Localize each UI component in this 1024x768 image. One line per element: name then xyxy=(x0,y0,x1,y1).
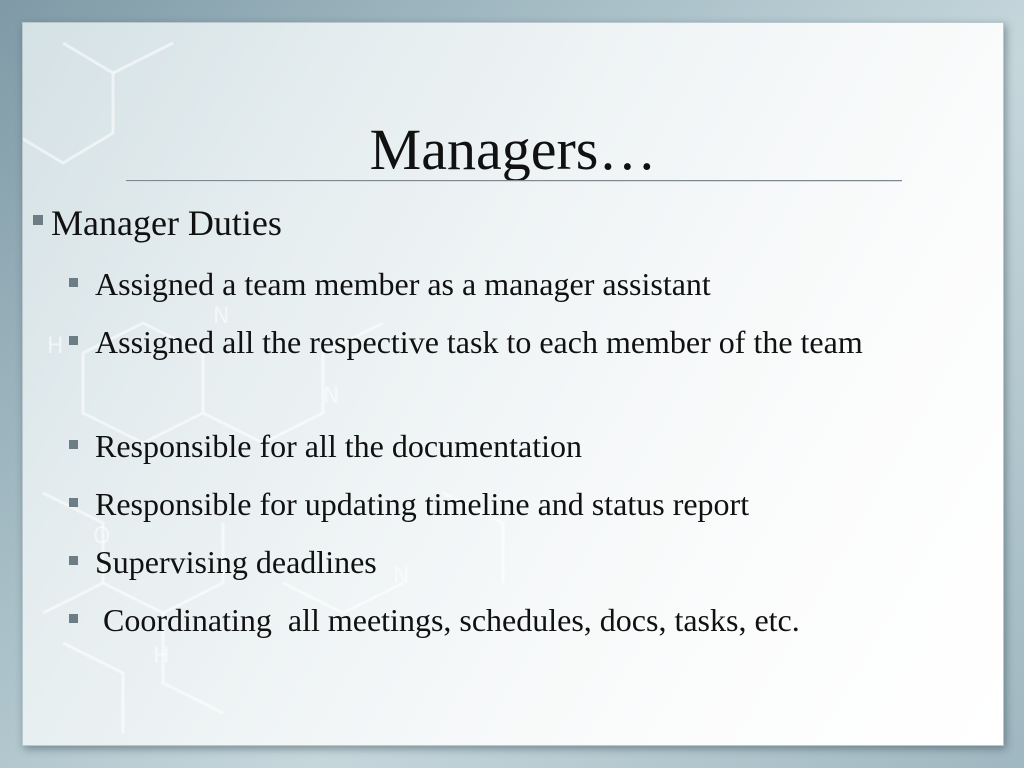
sub-bullet-item xyxy=(95,423,975,469)
svg-text:N: N xyxy=(393,564,410,589)
svg-text:H: H xyxy=(47,334,64,359)
slide-title: Managers… xyxy=(369,117,657,182)
main-bullet-text: Manager Duties xyxy=(51,203,282,243)
sub-bullet-item xyxy=(95,481,975,527)
square-bullet-icon xyxy=(69,278,78,287)
svg-text:N: N xyxy=(213,304,230,329)
svg-text:H: H xyxy=(153,644,170,669)
svg-text:N: N xyxy=(323,384,340,409)
sub-bullet-text: Assigned a team member as a manager assistant xyxy=(95,266,711,302)
square-bullet-icon xyxy=(69,498,78,507)
square-bullet-icon xyxy=(69,440,78,449)
main-bullet-item xyxy=(51,201,951,245)
sub-bullet-text: Supervising deadlines xyxy=(95,544,377,580)
sub-bullet-item xyxy=(95,261,975,307)
square-bullet-icon xyxy=(33,215,43,225)
square-bullet-icon xyxy=(69,614,78,623)
sub-bullet-text: Assigned all the respective task to each member of the team xyxy=(95,324,863,360)
square-bullet-icon xyxy=(69,336,78,345)
sub-bullet-item xyxy=(95,319,975,365)
sub-bullet-text: Coordinating all meetings, schedules, docs, tasks, etc. xyxy=(95,602,800,638)
sub-bullet-item xyxy=(95,597,975,643)
svg-text:O: O xyxy=(93,524,111,549)
slide-frame xyxy=(22,22,1004,746)
sub-bullet-text: Responsible for all the documentation xyxy=(95,428,582,464)
square-bullet-icon xyxy=(69,556,78,565)
slide-content xyxy=(23,23,1003,745)
sub-bullet-item xyxy=(95,539,975,585)
sub-bullet-text: Responsible for updating timeline and status report xyxy=(95,486,750,522)
